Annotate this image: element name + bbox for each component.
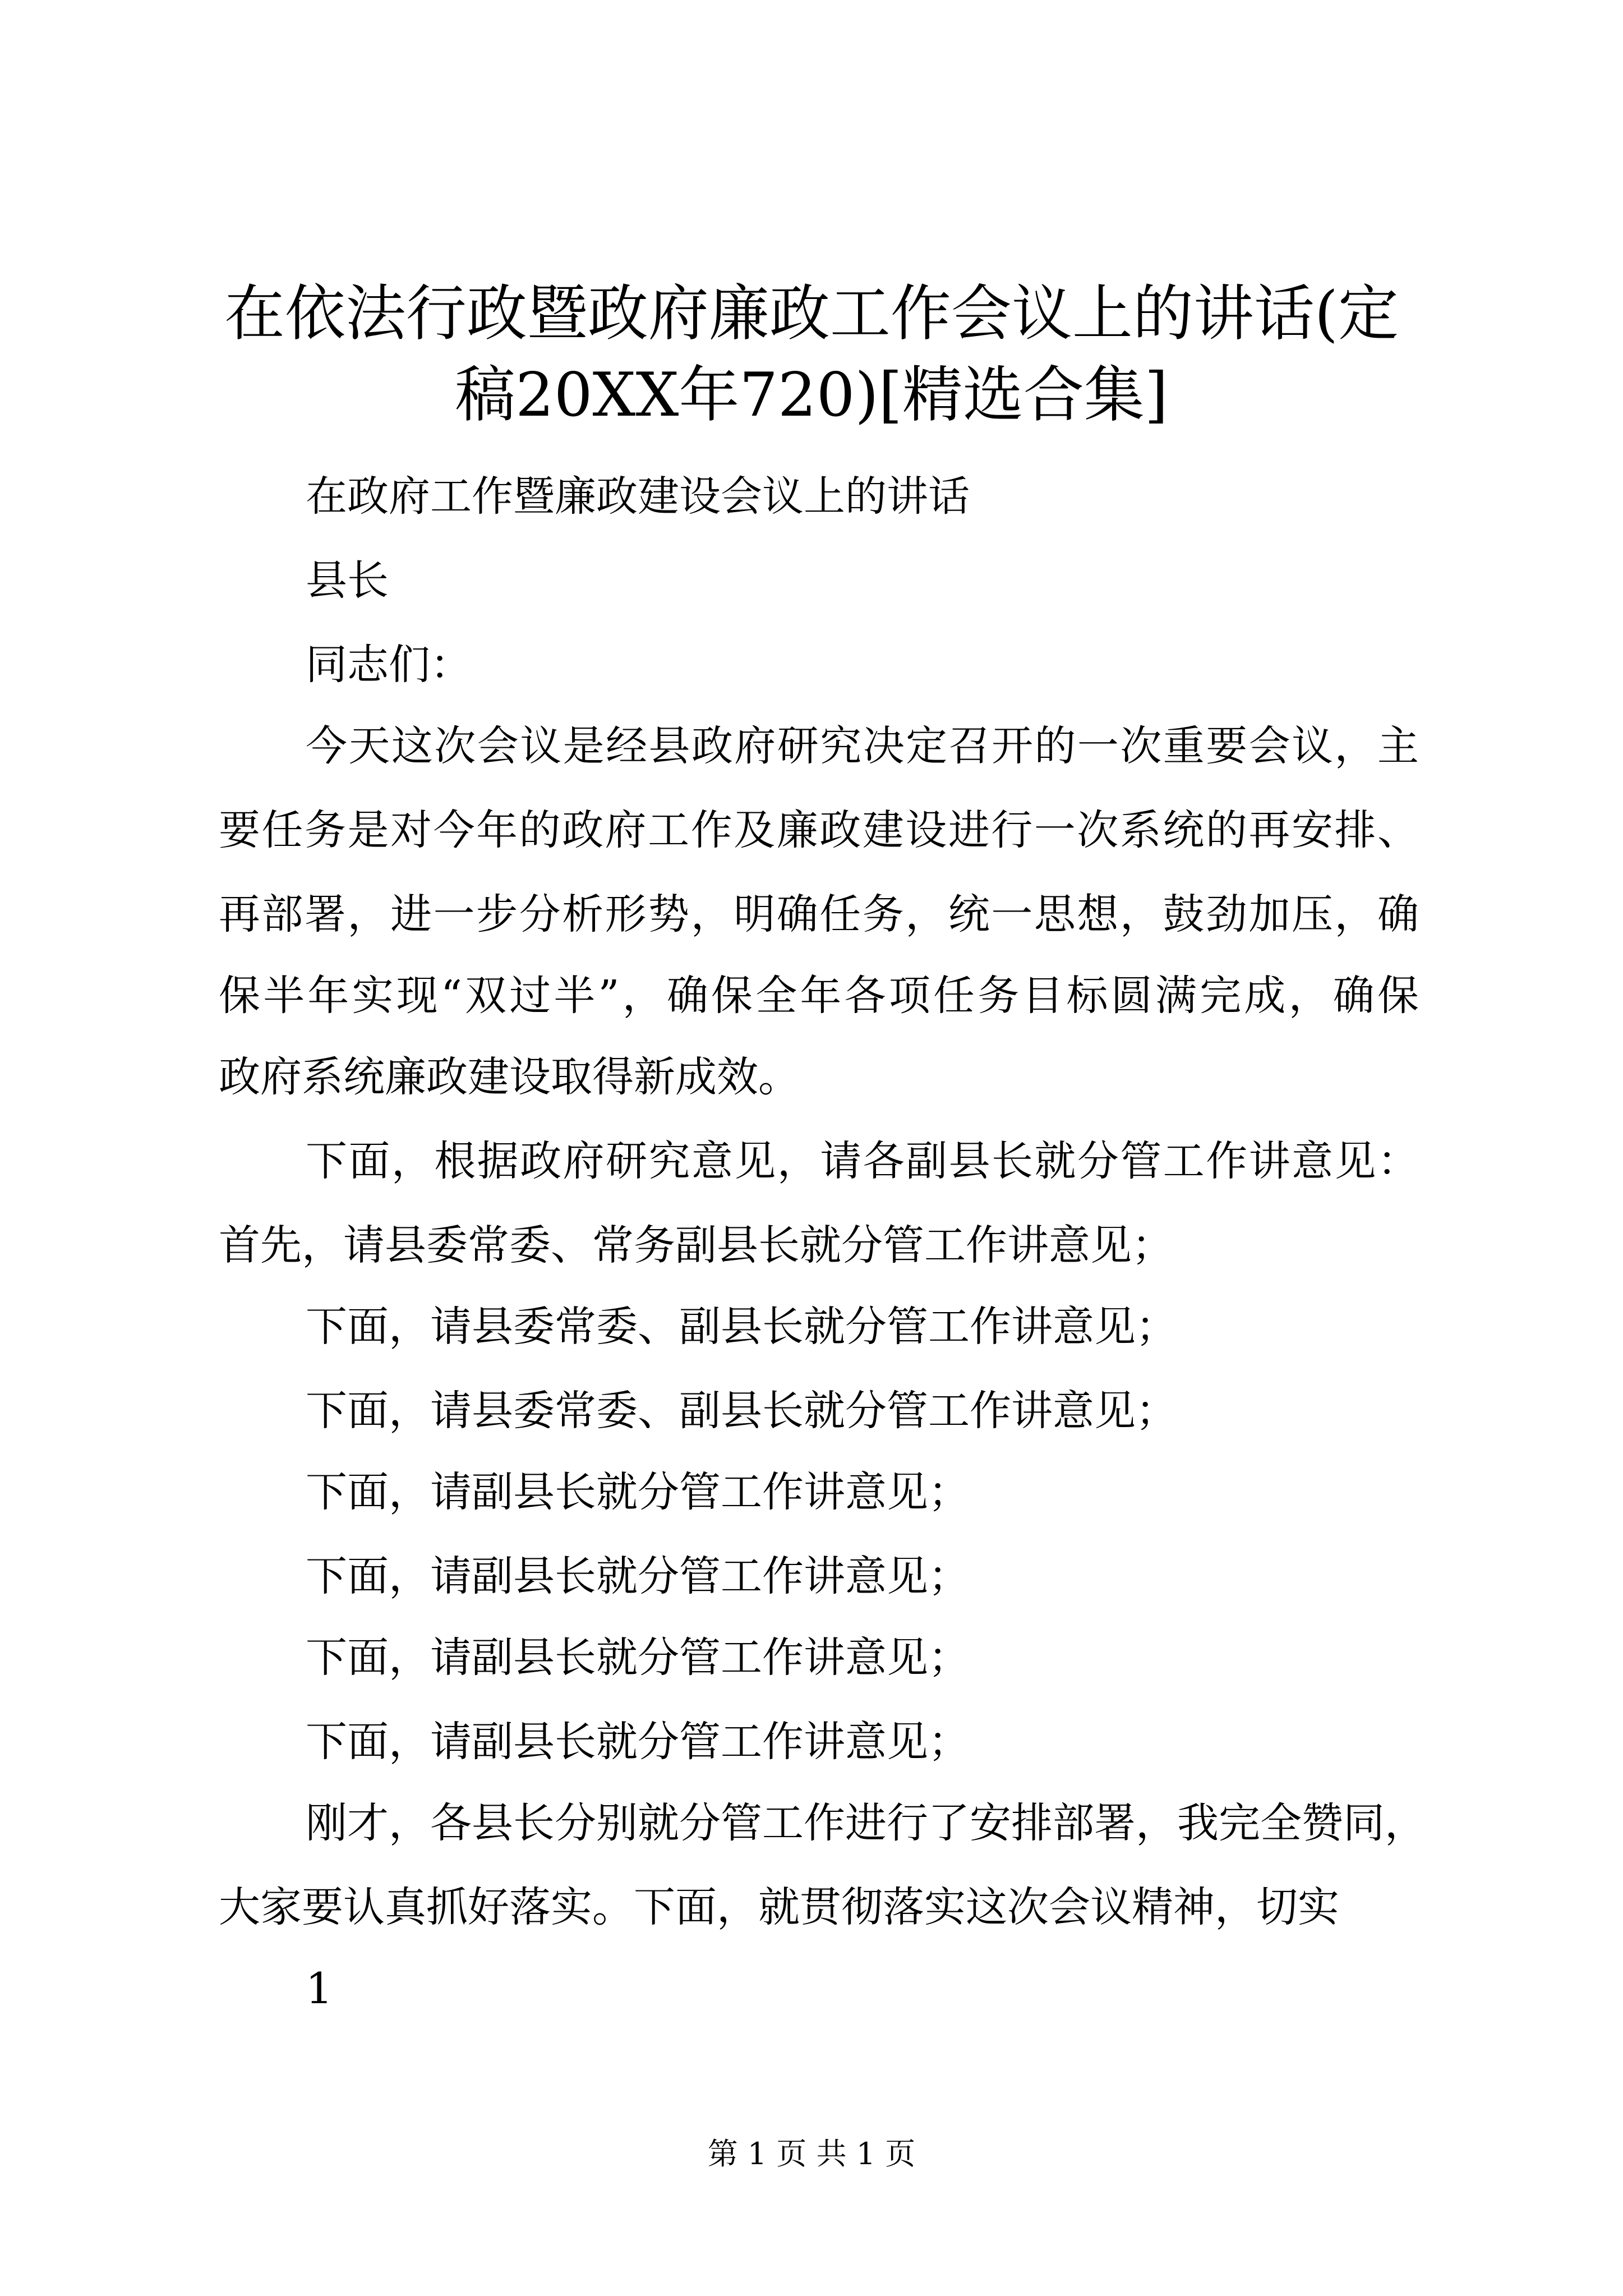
speech-subtitle: 在政府工作暨廉政建设会议上的讲话 [306,472,970,521]
paragraph-1-line-3: 再部署，进一步分析形势，明确任务，统一思想，鼓劲加压，确 [219,890,1419,938]
paragraph-6: 下面，请副县长就分管工作讲意见； [306,1552,970,1600]
paragraph-4: 下面，请县委常委、副县长就分管工作讲意见； [306,1387,1177,1435]
salutation: 同志们： [306,641,472,689]
paragraph-9-line-1: 刚才，各县长分别就分管工作进行了安排部署，我完全赞同， [306,1799,1426,1847]
paragraph-1-line-5: 政府系统廉政建设取得新成效。 [219,1053,800,1101]
paragraph-1-line-1: 今天这次会议是经县政府研究决定召开的一次重要会议，主 [306,722,1419,770]
page-footer: 第 1 页 共 1 页 [707,2136,916,2171]
speaker-line: 县长 [306,556,389,605]
page-number: 1 [306,1963,333,2013]
paragraph-7: 下面，请副县长就分管工作讲意见； [306,1634,970,1682]
paragraph-5: 下面，请副县长就分管工作讲意见； [306,1468,970,1516]
paragraph-1-line-4: 保半年实现“双过半”，确保全年各项任务目标圆满完成，确保 [219,972,1419,1020]
paragraph-2-line-2: 首先，请县委常委、常务副县长就分管工作讲意见； [219,1221,1173,1269]
paragraph-3: 下面，请县委常委、副县长就分管工作讲意见； [306,1303,1177,1351]
paragraph-1-line-2: 要任务是对今年的政府工作及廉政建设进行一次系统的再安排、 [219,806,1419,854]
document-title-line-2: 稿20XX年720)[精选合集] [455,360,1168,430]
document-title-line-1: 在依法行政暨政府廉政工作会议上的讲话(定 [224,279,1399,349]
paragraph-9-line-2: 大家要认真抓好落实。下面，就贯彻落实这次会议精神，切实 [219,1883,1339,1931]
paragraph-2-line-1: 下面，根据政府研究意见，请各副县长就分管工作讲意见： [306,1137,1419,1185]
paragraph-8: 下面，请副县长就分管工作讲意见； [306,1718,970,1766]
